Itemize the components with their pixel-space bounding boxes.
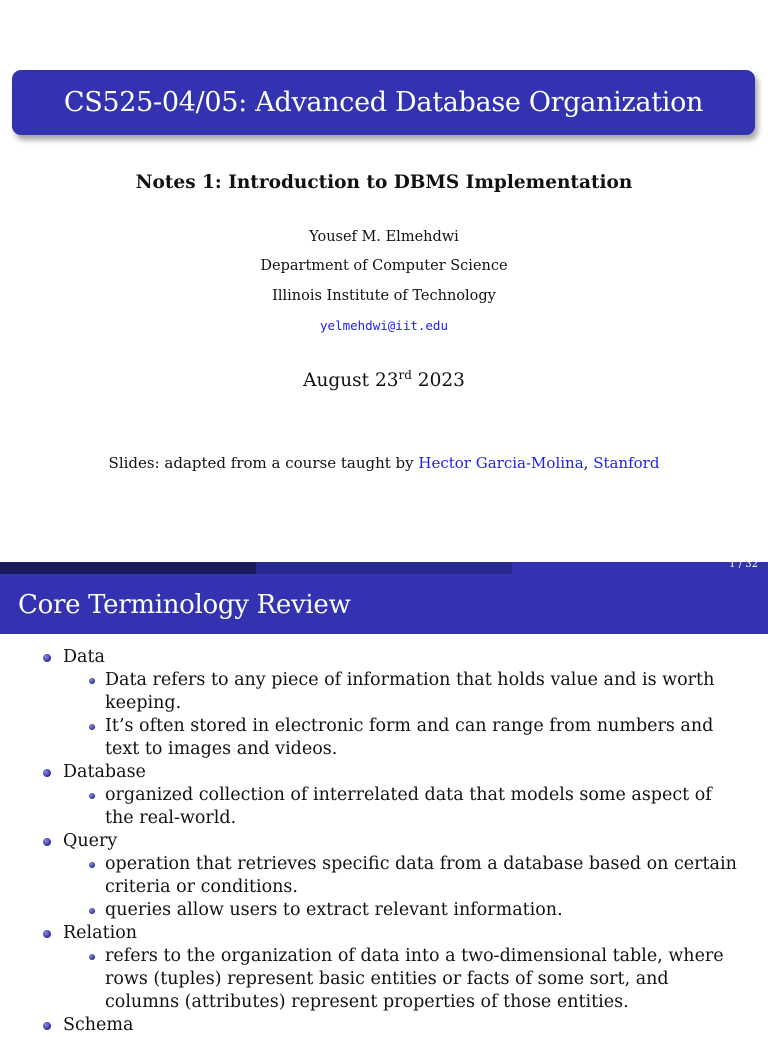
bullet-icon [89, 678, 95, 684]
date-year: 2023 [411, 370, 465, 392]
sub-item-text: It’s often stored in electronic form and can range from numbers and text to images and videos. [105, 716, 714, 759]
sub-list-item [0, 669, 768, 715]
notes-subtitle: Notes 1: Introduction to DBMS Implementation [135, 172, 633, 193]
author-email-link[interactable]: yelmehdwi@iit.edu [320, 318, 448, 333]
bullet-icon [89, 724, 95, 730]
credit-text: Slides: adapted from a course taught by [108, 454, 419, 472]
bullet-icon [43, 654, 51, 662]
bullet-icon [89, 908, 95, 914]
author-name: Yousef M. Elmehdwi [309, 229, 459, 245]
list-item [0, 646, 768, 669]
item-label: Query [63, 831, 118, 851]
item-label: Relation [63, 923, 137, 943]
sub-item-text: Data refers to any piece of information that holds value and is worth keeping. [105, 670, 715, 713]
bullet-icon [43, 838, 51, 846]
sub-list-item [0, 945, 768, 1014]
item-label: Schema [63, 1015, 134, 1035]
bullet-icon [89, 793, 95, 799]
slide-content [0, 646, 768, 1037]
credit-line [0, 454, 768, 472]
page-number: 1 / 32 [729, 559, 758, 570]
course-title: CS525-04/05: Advanced Database Organization [63, 87, 704, 118]
sub-list-item [0, 784, 768, 830]
navigation-bar [0, 562, 768, 574]
date-suffix: rd [398, 368, 412, 382]
list-item [0, 922, 768, 945]
sub-list-item [0, 715, 768, 761]
bullet-icon [43, 769, 51, 777]
sub-item-text: queries allow users to extract relevant information. [105, 900, 563, 920]
credit-link-stanford[interactable]: Stanford [593, 454, 660, 472]
list-item [0, 1014, 768, 1037]
sub-item-text: refers to the organization of data into a two-dimensional table, where rows (tuples) represent basic entities or facts of some sort, and columns (attributes) represent properties of those entities. [105, 946, 724, 1012]
frame-title: Core Terminology Review [18, 590, 351, 620]
nav-section-2[interactable] [256, 562, 512, 574]
list-item [0, 761, 768, 784]
credit-separator: , [583, 454, 594, 472]
list-item [0, 830, 768, 853]
bullet-icon [43, 1022, 51, 1030]
department: Department of Computer Science [260, 258, 508, 274]
date-prefix: August 23 [303, 370, 399, 392]
frame-title-bar [0, 574, 768, 634]
item-label: Database [63, 762, 146, 782]
credit-link-author[interactable]: Hector Garcia-Molina [418, 454, 584, 472]
nav-section-1[interactable] [0, 562, 256, 574]
bullet-icon [43, 930, 51, 938]
sub-list-item [0, 853, 768, 899]
sub-item-text: operation that retrieves specific data from a database based on certain criteria or conditions. [105, 854, 737, 897]
bullet-icon [89, 862, 95, 868]
institute: Illinois Institute of Technology [272, 288, 496, 304]
sub-item-text: organized collection of interrelated data that models some aspect of the real-world. [105, 785, 712, 828]
sub-list-item [0, 899, 768, 922]
presentation-date [0, 368, 768, 391]
slide-title-box [12, 70, 755, 135]
bullet-icon [89, 954, 95, 960]
item-label: Data [63, 647, 105, 667]
